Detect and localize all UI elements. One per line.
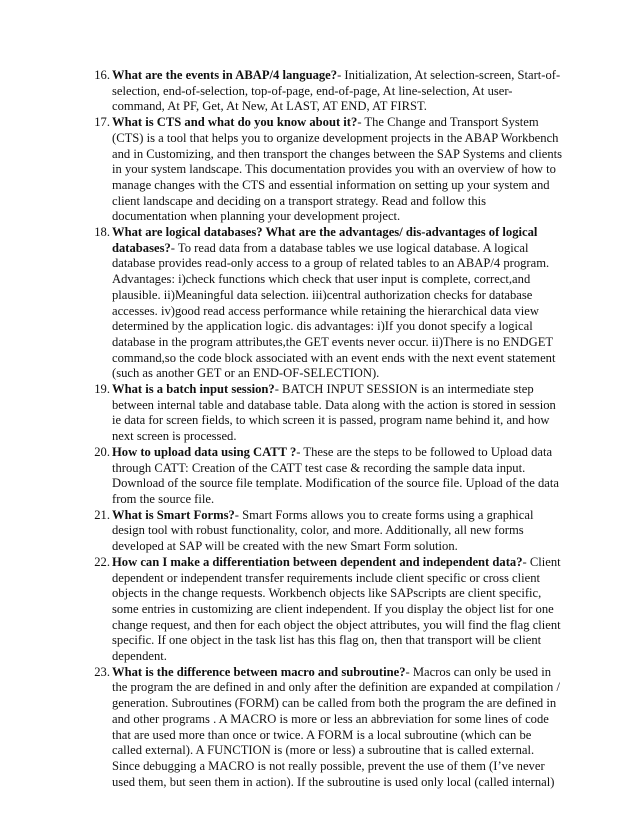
- answer-text: - Macros can only be used in the program the are defined in and only after the definition are expanded at compilation / generation. Subroutines (FORM) can be called from both the program the are defined in and other programs . A MACRO is more or less an abbreviation for some lines of code that are used more than once or twice. A FORM is a local subroutine (which can be called external). A FUNCTION is (more or less) a subroutine that is called external. Since debugging a MACRO is not really possible, prevent the use of them (I’ve never used them, but seen them in action). If the subroutine is used only local (called internal): [112, 664, 560, 789]
- question-text: How to upload data using CATT ?: [112, 444, 297, 459]
- list-item: [94, 664, 564, 791]
- question-text: What is a batch input session?: [112, 382, 275, 397]
- question-text: What are logical databases? What are the advantages/ dis-advantages of logical databases?: [112, 225, 538, 255]
- answer-text: - Smart Forms allows you to create forms using a graphical design tool with robust functionality, color, and more. Additionally, all new forms developed at SAP will be created with the new Smart Form solution.: [112, 507, 534, 554]
- item-number: 17.: [94, 115, 110, 130]
- question-text: What are the events in ABAP/4 language?: [112, 68, 338, 82]
- question-text: What is the difference between macro and subroutine?: [112, 664, 406, 679]
- item-number: 20.: [94, 444, 110, 459]
- list-item: [94, 507, 564, 555]
- item-number: 16.: [94, 68, 110, 82]
- question-text: What is CTS and what do you know about it?: [112, 115, 358, 130]
- item-number: 23.: [94, 664, 110, 679]
- list-item: [94, 225, 564, 382]
- question-text: How can I make a differentiation between dependent and independent data?: [112, 554, 523, 569]
- qa-list: [94, 68, 564, 790]
- item-number: 18.: [94, 225, 110, 240]
- list-item: [94, 382, 564, 445]
- list-item: [94, 115, 564, 225]
- item-number: 22.: [94, 554, 110, 569]
- question-text: What is Smart Forms?: [112, 507, 235, 522]
- answer-text: - To read data from a database tables we use logical database. A logical database provides read-only access to a group of related tables to an ABAP/4 program. Advantages: i)check functions which check that user input is complete, correct,and plausible. ii)Meaningful data selection. iii)central authorization checks for database accesses. iv)good read access performance while retaining the hierarchical data view determined by the application logic. dis advantages: i)If you donot specify a logical database in the program attributes,the GET events never occur. ii)There is no ENDGET command,so the code block associated with an event ends with the next event statement (such as another GET or an END-OF-SELECTION).: [112, 240, 556, 381]
- answer-text: - These are the steps to be followed to Upload data through CATT: Creation of the CATT test case & recording the sample data input. Download of the source file template. Modification of the source file. Upload of the data from the source file.: [112, 444, 559, 506]
- answer-text: - Initialization, At selection-screen, Start-of-selection, end-of-selection, top-of-page, end-of-page, At line-selection, At user-command, At PF, Get, At New, At LAST, AT END, AT FIRST.: [112, 68, 561, 114]
- item-number: 21.: [94, 507, 110, 522]
- list-item: [94, 68, 564, 115]
- list-item: [94, 444, 564, 508]
- answer-text: - The Change and Transport System (CTS) is a tool that helps you to organize development projects in the ABAP Workbench and in Customizing, and then transport the changes between the SAP Systems and clients in your system landscape. This documentation provides you with an overview of how to manage changes with the CTS and essential information on setting up your system and client landscape and deciding on a transport strategy. Read and follow this documentation when planning your development project.: [112, 115, 563, 224]
- answer-text: - BATCH INPUT SESSION is an intermediate step between internal table and database table. Data along with the action is stored in session ie data for screen fields, to which screen it is passed, program name behind it, and how next screen is processed.: [112, 382, 556, 444]
- list-item: [94, 554, 564, 665]
- item-number: 19.: [94, 382, 110, 397]
- answer-text: - Client dependent or independent transfer requirements include client specific or cross client objects in the change requests. Workbench objects like SAPscripts are client specific, some entries in customizing are client independent. If you display the object list for one change request, and then for each object the object attributes, you will find the flag client specific. If one object in the task list has this flag on, then that transport will be client dependent.: [112, 554, 561, 664]
